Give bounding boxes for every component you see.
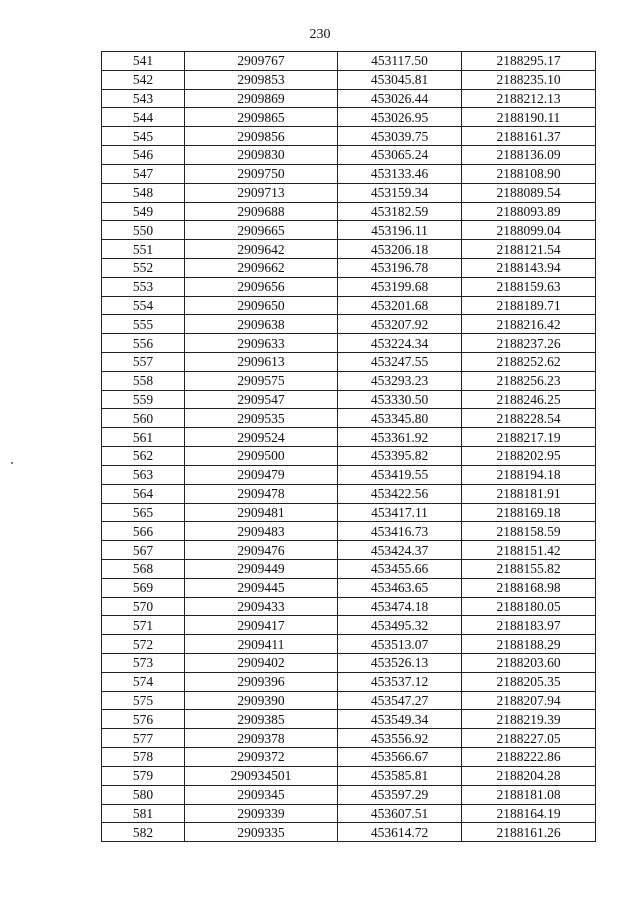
table-row: [102, 146, 596, 165]
code-cell: 2909339: [185, 804, 338, 823]
point-number-cell: 565: [102, 503, 185, 522]
table-row: [102, 70, 596, 89]
point-number-cell: 552: [102, 258, 185, 277]
code-cell: 2909385: [185, 710, 338, 729]
point-number-cell: 560: [102, 409, 185, 428]
table-row: [102, 334, 596, 353]
code-cell: 2909865: [185, 108, 338, 127]
x-coordinate-cell: 453117.50: [338, 52, 462, 71]
x-coordinate-cell: 453293.23: [338, 371, 462, 390]
code-cell: 2909575: [185, 371, 338, 390]
table-row: [102, 127, 596, 146]
y-coordinate-cell: 2188121.54: [462, 240, 596, 259]
point-number-cell: 579: [102, 766, 185, 785]
code-cell: 2909856: [185, 127, 338, 146]
x-coordinate-cell: 453345.80: [338, 409, 462, 428]
code-cell: 2909750: [185, 164, 338, 183]
table-row: [102, 748, 596, 767]
y-coordinate-cell: 2188181.08: [462, 785, 596, 804]
y-coordinate-cell: 2188212.13: [462, 89, 596, 108]
x-coordinate-cell: 453196.78: [338, 258, 462, 277]
code-cell: 2909500: [185, 447, 338, 466]
table-row: [102, 390, 596, 409]
code-cell: 2909449: [185, 559, 338, 578]
stray-dot-mark: [11, 462, 13, 464]
point-number-cell: 571: [102, 616, 185, 635]
table-row: [102, 578, 596, 597]
point-number-cell: 542: [102, 70, 185, 89]
y-coordinate-cell: 2188099.04: [462, 221, 596, 240]
y-coordinate-cell: 2188161.37: [462, 127, 596, 146]
x-coordinate-cell: 453513.07: [338, 635, 462, 654]
code-cell: 2909613: [185, 353, 338, 372]
x-coordinate-cell: 453330.50: [338, 390, 462, 409]
y-coordinate-cell: 2188151.42: [462, 541, 596, 560]
x-coordinate-cell: 453463.65: [338, 578, 462, 597]
table-row: [102, 108, 596, 127]
table-row: [102, 277, 596, 296]
code-cell: 2909483: [185, 522, 338, 541]
x-coordinate-cell: 453065.24: [338, 146, 462, 165]
table-row: [102, 559, 596, 578]
y-coordinate-cell: 2188216.42: [462, 315, 596, 334]
code-cell: 2909662: [185, 258, 338, 277]
x-coordinate-cell: 453419.55: [338, 465, 462, 484]
x-coordinate-cell: 453416.73: [338, 522, 462, 541]
y-coordinate-cell: 2188158.59: [462, 522, 596, 541]
x-coordinate-cell: 453526.13: [338, 654, 462, 673]
table-row: [102, 503, 596, 522]
y-coordinate-cell: 2188190.11: [462, 108, 596, 127]
y-coordinate-cell: 2188136.09: [462, 146, 596, 165]
x-coordinate-cell: 453207.92: [338, 315, 462, 334]
y-coordinate-cell: 2188252.62: [462, 353, 596, 372]
table-row: [102, 710, 596, 729]
y-coordinate-cell: 2188204.28: [462, 766, 596, 785]
x-coordinate-cell: 453417.11: [338, 503, 462, 522]
point-number-cell: 578: [102, 748, 185, 767]
x-coordinate-cell: 453026.95: [338, 108, 462, 127]
x-coordinate-cell: 453247.55: [338, 353, 462, 372]
y-coordinate-cell: 2188205.35: [462, 672, 596, 691]
y-coordinate-cell: 2188217.19: [462, 428, 596, 447]
y-coordinate-cell: 2188237.26: [462, 334, 596, 353]
table-row: [102, 804, 596, 823]
x-coordinate-cell: 453556.92: [338, 729, 462, 748]
point-number-cell: 569: [102, 578, 185, 597]
x-coordinate-cell: 453549.34: [338, 710, 462, 729]
point-number-cell: 568: [102, 559, 185, 578]
point-number-cell: 564: [102, 484, 185, 503]
point-number-cell: 563: [102, 465, 185, 484]
code-cell: 2909372: [185, 748, 338, 767]
point-number-cell: 553: [102, 277, 185, 296]
y-coordinate-cell: 2188155.82: [462, 559, 596, 578]
point-number-cell: 544: [102, 108, 185, 127]
table-row: [102, 635, 596, 654]
point-number-cell: 556: [102, 334, 185, 353]
code-cell: 2909665: [185, 221, 338, 240]
table-row: [102, 691, 596, 710]
code-cell: 2909481: [185, 503, 338, 522]
code-cell: 2909396: [185, 672, 338, 691]
x-coordinate-cell: 453039.75: [338, 127, 462, 146]
table-row: [102, 353, 596, 372]
point-number-cell: 541: [102, 52, 185, 71]
y-coordinate-cell: 2188235.10: [462, 70, 596, 89]
x-coordinate-cell: 453537.12: [338, 672, 462, 691]
point-number-cell: 551: [102, 240, 185, 259]
point-number-cell: 543: [102, 89, 185, 108]
code-cell: 2909433: [185, 597, 338, 616]
code-cell: 2909642: [185, 240, 338, 259]
point-number-cell: 546: [102, 146, 185, 165]
code-cell: 2909445: [185, 578, 338, 597]
point-number-cell: 581: [102, 804, 185, 823]
x-coordinate-cell: 453614.72: [338, 823, 462, 842]
table-row: [102, 221, 596, 240]
coordinates-table: [101, 51, 596, 842]
point-number-cell: 549: [102, 202, 185, 221]
table-row: [102, 465, 596, 484]
table-row: [102, 89, 596, 108]
x-coordinate-cell: 453566.67: [338, 748, 462, 767]
point-number-cell: 566: [102, 522, 185, 541]
y-coordinate-cell: 2188093.89: [462, 202, 596, 221]
code-cell: 2909402: [185, 654, 338, 673]
x-coordinate-cell: 453361.92: [338, 428, 462, 447]
code-cell: 2909411: [185, 635, 338, 654]
table-row: [102, 522, 596, 541]
table-row: [102, 823, 596, 842]
y-coordinate-cell: 2188222.86: [462, 748, 596, 767]
y-coordinate-cell: 2188169.18: [462, 503, 596, 522]
y-coordinate-cell: 2188246.25: [462, 390, 596, 409]
code-cell: 2909479: [185, 465, 338, 484]
point-number-cell: 561: [102, 428, 185, 447]
table-row: [102, 202, 596, 221]
y-coordinate-cell: 2188183.97: [462, 616, 596, 635]
y-coordinate-cell: 2188295.17: [462, 52, 596, 71]
x-coordinate-cell: 453201.68: [338, 296, 462, 315]
table-row: [102, 447, 596, 466]
code-cell: 2909378: [185, 729, 338, 748]
point-number-cell: 580: [102, 785, 185, 804]
y-coordinate-cell: 2188159.63: [462, 277, 596, 296]
x-coordinate-cell: 453495.32: [338, 616, 462, 635]
table-row: [102, 240, 596, 259]
y-coordinate-cell: 2188194.18: [462, 465, 596, 484]
point-number-cell: 577: [102, 729, 185, 748]
point-number-cell: 574: [102, 672, 185, 691]
y-coordinate-cell: 2188228.54: [462, 409, 596, 428]
point-number-cell: 559: [102, 390, 185, 409]
point-number-cell: 558: [102, 371, 185, 390]
y-coordinate-cell: 2188181.91: [462, 484, 596, 503]
code-cell: 2909390: [185, 691, 338, 710]
x-coordinate-cell: 453026.44: [338, 89, 462, 108]
table-row: [102, 315, 596, 334]
x-coordinate-cell: 453182.59: [338, 202, 462, 221]
code-cell: 2909767: [185, 52, 338, 71]
x-coordinate-cell: 453424.37: [338, 541, 462, 560]
y-coordinate-cell: 2188089.54: [462, 183, 596, 202]
point-number-cell: 573: [102, 654, 185, 673]
point-number-cell: 576: [102, 710, 185, 729]
table-body: [102, 52, 596, 842]
table-row: [102, 766, 596, 785]
x-coordinate-cell: 453159.34: [338, 183, 462, 202]
point-number-cell: 557: [102, 353, 185, 372]
point-number-cell: 550: [102, 221, 185, 240]
code-cell: 2909417: [185, 616, 338, 635]
y-coordinate-cell: 2188227.05: [462, 729, 596, 748]
y-coordinate-cell: 2188161.26: [462, 823, 596, 842]
point-number-cell: 575: [102, 691, 185, 710]
x-coordinate-cell: 453585.81: [338, 766, 462, 785]
point-number-cell: 567: [102, 541, 185, 560]
code-cell: 2909535: [185, 409, 338, 428]
table-row: [102, 654, 596, 673]
code-cell: 2909713: [185, 183, 338, 202]
table-row: [102, 371, 596, 390]
code-cell: 2909688: [185, 202, 338, 221]
y-coordinate-cell: 2188108.90: [462, 164, 596, 183]
y-coordinate-cell: 2188168.98: [462, 578, 596, 597]
table-row: [102, 729, 596, 748]
code-cell: 2909638: [185, 315, 338, 334]
point-number-cell: 555: [102, 315, 185, 334]
code-cell: 2909476: [185, 541, 338, 560]
table-row: [102, 785, 596, 804]
table-row: [102, 296, 596, 315]
x-coordinate-cell: 453196.11: [338, 221, 462, 240]
point-number-cell: 554: [102, 296, 185, 315]
code-cell: 2909547: [185, 390, 338, 409]
point-number-cell: 547: [102, 164, 185, 183]
y-coordinate-cell: 2188203.60: [462, 654, 596, 673]
table-row: [102, 409, 596, 428]
table-row: [102, 616, 596, 635]
x-coordinate-cell: 453199.68: [338, 277, 462, 296]
point-number-cell: 548: [102, 183, 185, 202]
code-cell: 2909830: [185, 146, 338, 165]
code-cell: 2909656: [185, 277, 338, 296]
code-cell: 2909478: [185, 484, 338, 503]
x-coordinate-cell: 453206.18: [338, 240, 462, 259]
x-coordinate-cell: 453133.46: [338, 164, 462, 183]
x-coordinate-cell: 453474.18: [338, 597, 462, 616]
y-coordinate-cell: 2188188.29: [462, 635, 596, 654]
code-cell: 2909869: [185, 89, 338, 108]
code-cell: 2909633: [185, 334, 338, 353]
y-coordinate-cell: 2188180.05: [462, 597, 596, 616]
code-cell: 2909853: [185, 70, 338, 89]
table-row: [102, 428, 596, 447]
point-number-cell: 582: [102, 823, 185, 842]
x-coordinate-cell: 453455.66: [338, 559, 462, 578]
x-coordinate-cell: 453395.82: [338, 447, 462, 466]
table-row: [102, 672, 596, 691]
point-number-cell: 545: [102, 127, 185, 146]
table-row: [102, 484, 596, 503]
x-coordinate-cell: 453224.34: [338, 334, 462, 353]
y-coordinate-cell: 2188164.19: [462, 804, 596, 823]
y-coordinate-cell: 2188219.39: [462, 710, 596, 729]
page-number: 230: [309, 27, 331, 42]
x-coordinate-cell: 453547.27: [338, 691, 462, 710]
y-coordinate-cell: 2188207.94: [462, 691, 596, 710]
y-coordinate-cell: 2188202.95: [462, 447, 596, 466]
x-coordinate-cell: 453045.81: [338, 70, 462, 89]
x-coordinate-cell: 453607.51: [338, 804, 462, 823]
code-cell: 290934501: [185, 766, 338, 785]
point-number-cell: 570: [102, 597, 185, 616]
code-cell: 2909524: [185, 428, 338, 447]
code-cell: 2909650: [185, 296, 338, 315]
y-coordinate-cell: 2188143.94: [462, 258, 596, 277]
y-coordinate-cell: 2188256.23: [462, 371, 596, 390]
code-cell: 2909335: [185, 823, 338, 842]
table-row: [102, 541, 596, 560]
code-cell: 2909345: [185, 785, 338, 804]
table-row: [102, 183, 596, 202]
point-number-cell: 562: [102, 447, 185, 466]
table-row: [102, 597, 596, 616]
x-coordinate-cell: 453597.29: [338, 785, 462, 804]
point-number-cell: 572: [102, 635, 185, 654]
y-coordinate-cell: 2188189.71: [462, 296, 596, 315]
table-row: [102, 164, 596, 183]
table-row: [102, 52, 596, 71]
x-coordinate-cell: 453422.56: [338, 484, 462, 503]
table-row: [102, 258, 596, 277]
